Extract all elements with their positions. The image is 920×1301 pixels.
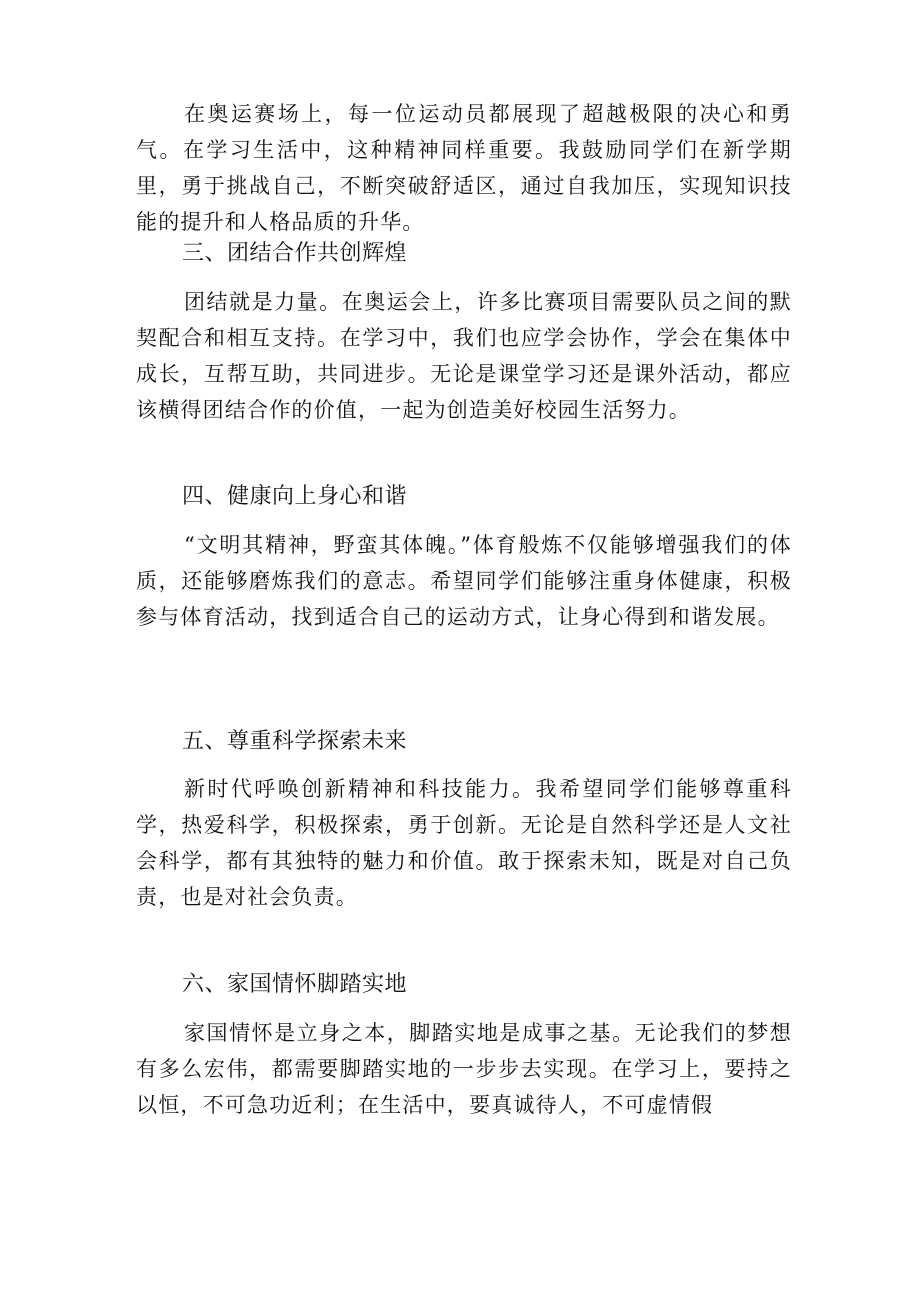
paragraph-olympic-spirit: 在奥运赛场上，每一位运动员都展现了超越极限的决心和勇气。在学习生活中，这种精神同样重要。我鼓励同学们在新学期里，勇于挑战自己，不断突破舒适区，通过自我加压，实现知识技能的提升和人格品质的升华。	[136, 102, 792, 234]
heading-section-6: 六、家国情怀脚踏实地	[182, 972, 408, 997]
heading-section-4: 四、健康向上身心和谐	[182, 484, 408, 509]
paragraph-section-5: 新时代呼唤创新精神和科技能力。我希望同学们能够尊重科学，热爱科学，积极探索，勇于创新。无论是自然科学还是人文社会科学，都有其独特的魅力和价值。敢于探索未知，既是对自己负责，也是对社会负责。	[136, 777, 792, 909]
paragraph-section-6: 家国情怀是立身之本，脚踏实地是成事之基。无论我们的梦想有多么宏伟，都需要脚踏实地的一步步去实现。在学习上，要持之以恒，不可急功近利；在生活中，要真诚待人，不可虚情假	[136, 1021, 792, 1117]
heading-section-3: 三、团结合作共创辉煌	[182, 241, 408, 266]
paragraph-section-3: 团结就是力量。在奥运会上，许多比赛项目需要队员之间的默契配合和相互支持。在学习中，我们也应学会协作，学会在集体中成长，互帮互助，共同进步。无论是课堂学习还是课外活动，都应该横得团结合作的价值，一起为创造美好校园生活努力。	[136, 290, 792, 422]
heading-section-5: 五、尊重科学探索未来	[182, 729, 408, 754]
paragraph-section-4: “文明其精神，野蛮其体魄。”体育般炼不仅能够增强我们的体质，还能够磨炼我们的意志。希望同学们能够注重身体健康，积极参与体育活动，找到适合自己的运动方式，让身心得到和谐发展。	[136, 533, 792, 629]
